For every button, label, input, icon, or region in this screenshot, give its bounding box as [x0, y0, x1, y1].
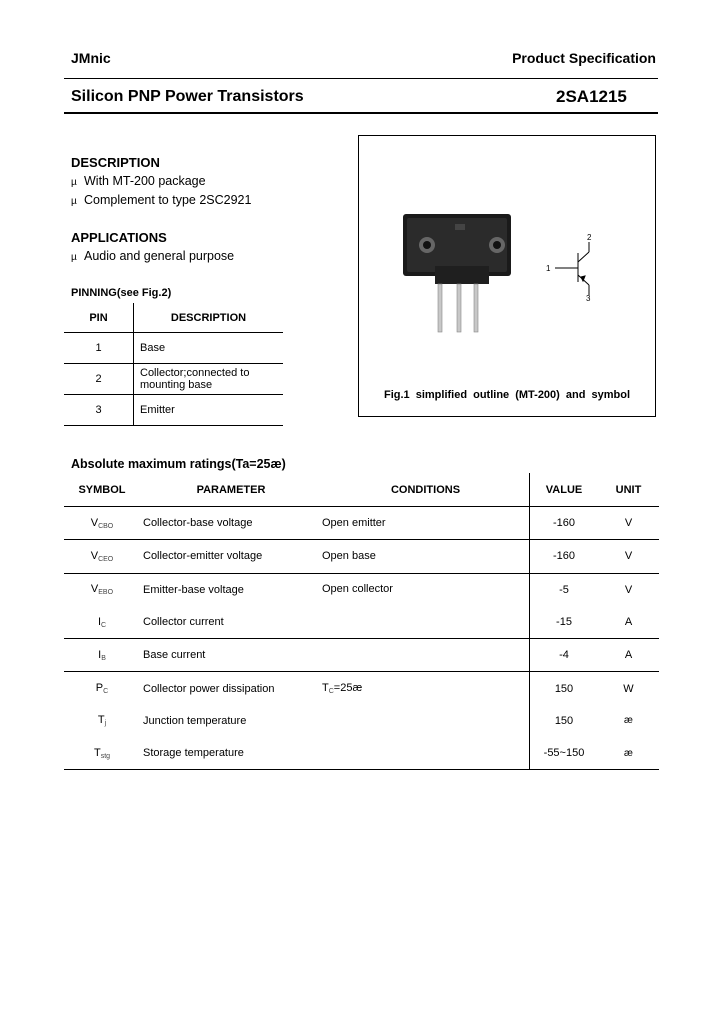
parameter-cell: Collector-emitter voltage: [140, 540, 322, 573]
table-row: [64, 540, 659, 573]
description-column-header: DESCRIPTION: [134, 303, 284, 333]
table-row: [64, 705, 659, 737]
conditions-cell: Open collector: [322, 583, 393, 596]
symbol-cell: $T_{stg}$: [64, 737, 140, 770]
table-row: [64, 737, 659, 770]
applications-title: APPLICATIONS: [71, 230, 167, 245]
pinning-header-row: [64, 303, 283, 333]
conditions-cell: [322, 737, 530, 770]
unit-cell: A: [598, 639, 659, 672]
bullet-icon: µ: [71, 196, 77, 207]
value-cell: -160: [530, 507, 599, 540]
unit-cell: V: [598, 540, 659, 573]
value-cell: 150: [530, 672, 599, 705]
description-title: DESCRIPTION: [71, 155, 160, 170]
parameter-cell: Collector power dissipation: [143, 682, 275, 695]
table-row: [64, 672, 659, 705]
unit-cell: W: [623, 682, 634, 695]
title-divider: [64, 112, 658, 114]
company-name: JMnic: [71, 50, 111, 66]
conditions-cell: Open emitter: [322, 507, 530, 540]
package-drawing: [359, 136, 655, 416]
table-row: [64, 507, 659, 540]
spec-label: Product Specification: [512, 50, 656, 66]
parameter-cell: Base current: [140, 639, 322, 672]
parameter-cell: Collector-base voltage: [140, 507, 322, 540]
description-item: µ Complement to type 2SC2921: [71, 193, 252, 207]
pnp-symbol-icon: [555, 242, 589, 295]
pinning-table: [64, 303, 283, 426]
pinning-caption: PINNING(see Fig.2): [71, 287, 172, 299]
parameter-cell: Emitter-base voltage: [143, 583, 244, 596]
symbol-pin-label: 3: [586, 294, 591, 303]
pin-column-header: PIN: [64, 303, 134, 333]
value-cell: -55~150: [530, 737, 599, 770]
value-column-header: VALUE: [530, 473, 599, 507]
unit-cell: V: [598, 507, 659, 540]
conditions-cell: Open base: [322, 540, 530, 573]
conditions-cell: [322, 639, 530, 672]
product-title: Silicon PNP Power Transistors: [71, 88, 304, 105]
pin-number: 3: [64, 395, 134, 426]
conditions-column-header: CONDITIONS: [322, 473, 530, 507]
description-item: µ With MT-200 package: [71, 174, 206, 188]
transistor-package-icon: [403, 214, 511, 332]
bullet-icon: µ: [71, 177, 77, 188]
parameter-column-header: PARAMETER: [140, 473, 322, 507]
pin-number: 2: [64, 364, 134, 395]
pin-description: Collector;connected to mounting base: [134, 364, 284, 395]
symbol-cell: $V_{CBO}$: [64, 507, 140, 540]
parameter-cell: Collector current: [140, 606, 322, 639]
applications-item: µ Audio and general purpose: [71, 249, 235, 263]
value-cell: -5: [530, 573, 599, 606]
unit-cell: æ: [598, 737, 659, 770]
conditions-cell: [322, 606, 530, 639]
value-cell: -15: [530, 606, 599, 639]
ratings-header-row: [64, 473, 659, 507]
table-row: [64, 333, 283, 364]
pin-description: Emitter: [134, 395, 284, 426]
pin-description: Base: [134, 333, 284, 364]
table-row: [64, 364, 283, 395]
unit-column-header: UNIT: [598, 473, 659, 507]
figure-caption: Fig.1 simplified outline (MT-200) and symbol: [383, 389, 631, 401]
parameter-cell: Storage temperature: [140, 737, 322, 770]
conditions-cell: $T_C=25æ$: [322, 682, 363, 696]
symbol-cell: $I_B$: [64, 639, 140, 672]
unit-cell: æ: [624, 715, 633, 727]
value-cell: 150: [530, 705, 599, 737]
symbol-pin-label: 1: [546, 264, 551, 273]
part-number: 2SA1215: [556, 87, 627, 106]
symbol-cell: $V_{EBO}$: [90, 583, 114, 597]
conditions-cell: [322, 705, 530, 737]
pin-number: 1: [64, 333, 134, 364]
symbol-column-header: SYMBOL: [64, 473, 140, 507]
parameter-cell: Junction temperature: [143, 714, 247, 727]
table-row: [64, 606, 659, 639]
symbol-cell: $V_{CEO}$: [64, 540, 140, 573]
table-row: [64, 395, 283, 426]
symbol-pin-label: 2: [587, 233, 592, 242]
table-row: [64, 573, 659, 606]
header-divider: [64, 78, 658, 79]
table-row: [64, 639, 659, 672]
ratings-title: Absolute maximum ratings(Ta=25æ): [71, 457, 286, 471]
value-cell: -4: [530, 639, 599, 672]
ratings-table: [64, 473, 659, 770]
unit-cell: V: [624, 583, 633, 596]
symbol-cell: $I_C$: [64, 606, 140, 639]
symbol-cell: $P_C$: [95, 682, 109, 696]
unit-cell: A: [598, 606, 659, 639]
symbol-cell: $T_j$: [97, 714, 107, 728]
bullet-icon: µ: [71, 252, 77, 263]
figure-box: [358, 135, 656, 417]
value-cell: -160: [530, 540, 599, 573]
